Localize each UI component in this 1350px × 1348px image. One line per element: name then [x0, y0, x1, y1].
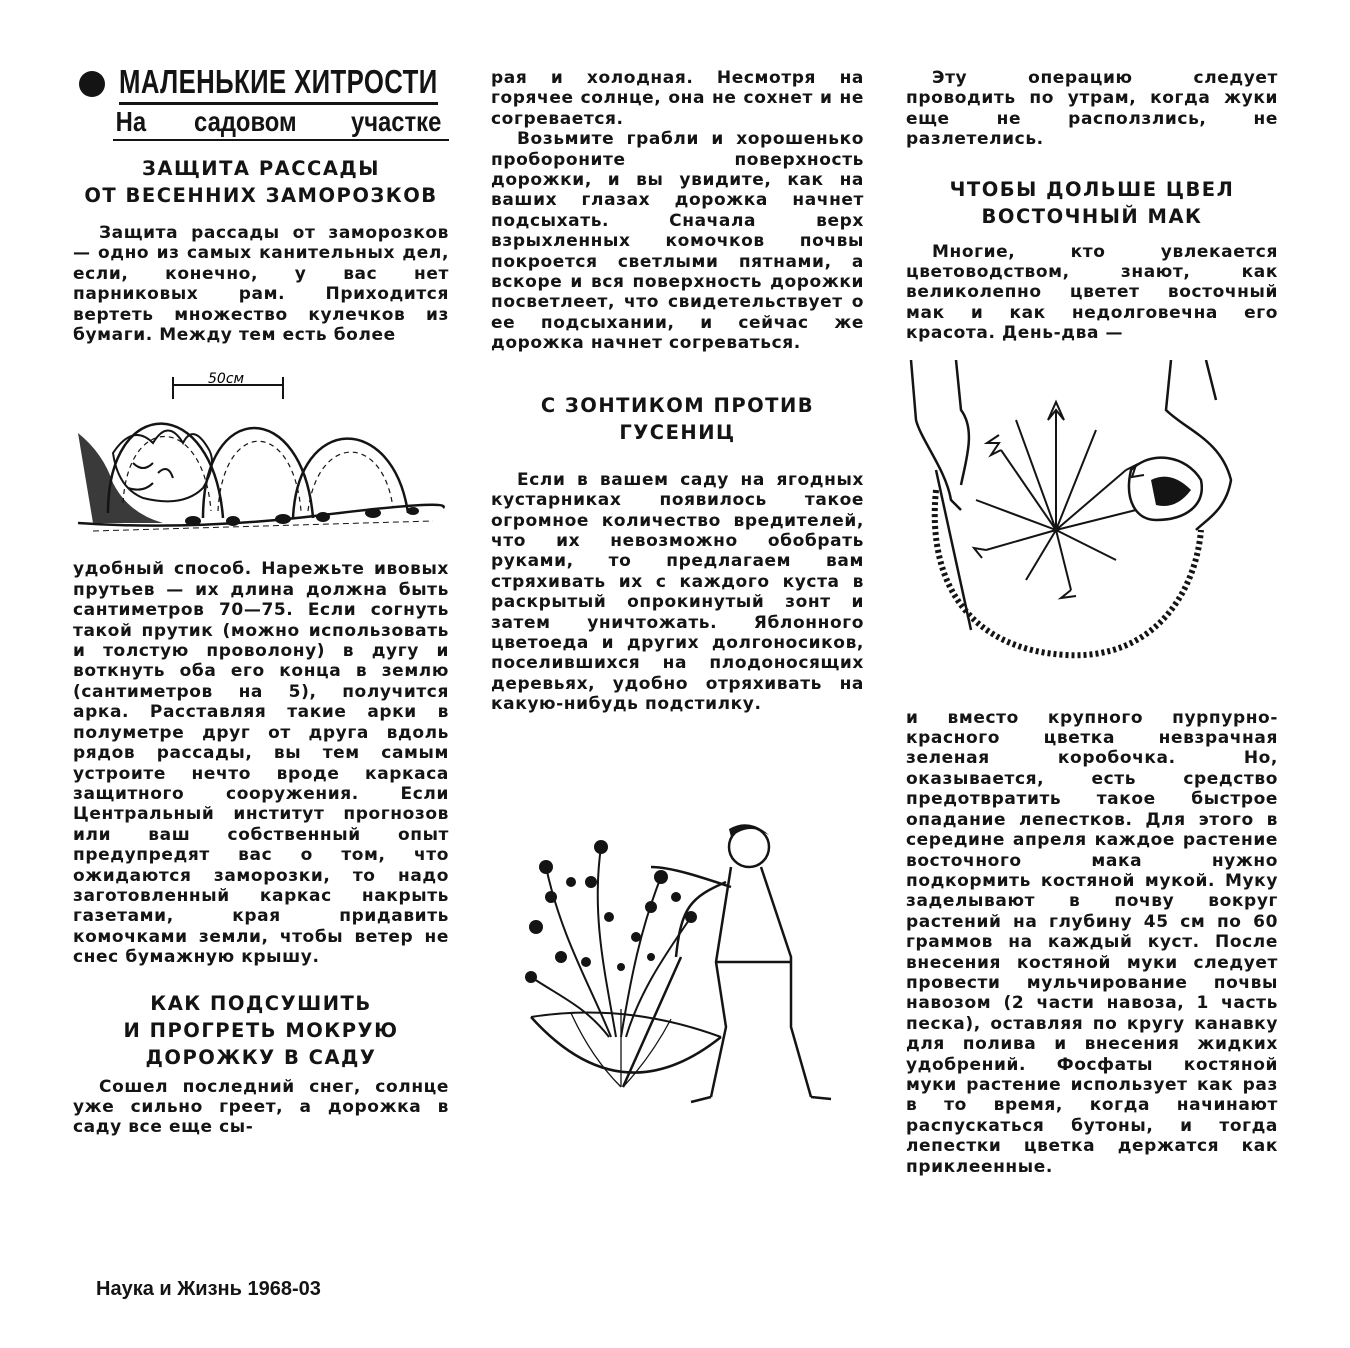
article-paragraph: Возьмите грабли и хорошенько пробороните поверхность дорожки, и вы увидите, как на ваших глазах дорожка начнет подсыхать. Сначала верх взрыхленных комочков почвы покроется светлыми пятнами, а вскоре и вся поверхность дорожки посветлеет, что свидетельствует о ее подсыхании, и сейчас же дорожка начнет согреваться. [491, 129, 864, 354]
article-paragraph: Сошел последний снег, солнце уже сильно греет, а дорожка в саду все еще сы- [73, 1076, 449, 1138]
rubric-title: МАЛЕНЬКИЕ ХИТРОСТИ [119, 62, 438, 105]
title-line: ДОРОЖКУ В САДУ [145, 1045, 377, 1069]
umbrella-shaking-illustration [491, 787, 864, 1117]
title-line: ВОСТОЧНЫЙ МАК [981, 204, 1203, 228]
article-paragraph: Защита рассады от заморозков — одно из самых канительных дел, если, конечно, у вас нет парниковых рам. Приходится вертеть множество кулечков из бумаги. Между тем есть более [73, 223, 449, 346]
title-line: ЗАЩИТА РАССАДЫ [142, 157, 380, 180]
section-word: садовом [194, 106, 298, 137]
title-line: ГУСЕНИЦ [619, 420, 736, 444]
article-paragraph: и вместо крупного пурпурно-красного цветка невзрачная зеленая коробочка. Но, оказывается, есть средство предотвратить такое быстрое опадание лепестков. Для этого в середине апреля каждое растение восточного мака нужно подкормить костяной мукой. Муку заделывают в почву вокруг растений на глубину 45 см по 60 граммов на каждый куст. После внесения костяной муки следует провести мульчирование почвы навозом (2 части навоза, 1 часть песка), оставляя по кругу канавку для полива и внесения жидких удобрений. Фосфаты костяной муки растение использует как раз в то время, когда начинают распускаться бутоны, и тогда лепестки цветка держатся как приклеенные. [906, 707, 1278, 1177]
article-paragraph: Если в вашем саду на ягодных кустарниках появилось такое огромное количество вредителей, что их невозможно обобрать руками, то предлагаем вам стряхивать их с каждого куста в раскрытый опрокинутый зонт и затем уничтожать. Яблонного цветоеда и других долгоносиков, поселившихся на плодоносящих деревьях, удобно отряхивать на какую-нибудь подстилку. [491, 469, 864, 715]
title-line: С ЗОНТИКОМ ПРОТИВ [540, 393, 815, 417]
article-paragraph: Эту операцию следует проводить по утрам, когда жуки еще не расползлись, не разлетелись. [906, 68, 1278, 150]
title-line: ОТ ВЕСЕННИХ ЗАМОРОЗКОВ [84, 184, 438, 207]
column-right [906, 68, 1278, 1177]
article-title [906, 176, 1278, 230]
title-line: И ПРОГРЕТЬ МОКРУЮ [123, 1018, 399, 1042]
poppy-feeding-illustration [906, 360, 1278, 700]
bullet-dot-icon [79, 71, 105, 97]
section-word: участке [350, 106, 442, 137]
article-paragraph: рая и холодная. Несмотря на горячее солнце, она не сохнет и не согревается. [491, 68, 864, 129]
section-title [113, 105, 449, 141]
source-caption: Наука и Жизнь 1968-03 [96, 1278, 321, 1300]
rubric-header [73, 62, 449, 105]
column-left [73, 62, 449, 1138]
section-word: На [115, 106, 147, 137]
article-title [73, 155, 449, 209]
article-title [491, 392, 864, 446]
title-line: КАК ПОДСУШИТЬ [150, 991, 372, 1015]
article-paragraph: удобный способ. Нарежьте ивовых прутьев — их длина должна быть сантиметров 70—75. Если согнуть такой прутик (можно использовать и толстую проволону) в дугу и воткнуть оба его конца в землю (сантиметров на 5), получится арка. Расставляя такие арки в полуметре друг от друга вдоль рядов рассады, вы тем самым устроите нечто вроде каркаса защитного сооружения. Если Центральный институт прогнозов или ваш собственный опыт предупредят вас о том, что ожидаются заморозки, то надо заготовленный каркас накрыть газетами, края придавить комочками земли, чтобы ветер не снес бумажную крышу. [73, 559, 449, 968]
seedling-arches-illustration [73, 353, 449, 553]
measurement-label: 50см [208, 371, 245, 388]
title-line: ЧТОБЫ ДОЛЬШЕ ЦВЕЛ [949, 177, 1235, 201]
article-title [73, 990, 449, 1071]
column-middle [491, 68, 864, 1117]
article-paragraph: Многие, кто увлекается цветоводством, знают, как великолепно цветет восточный мак и как недолговечна его красота. День-два — [906, 241, 1278, 344]
